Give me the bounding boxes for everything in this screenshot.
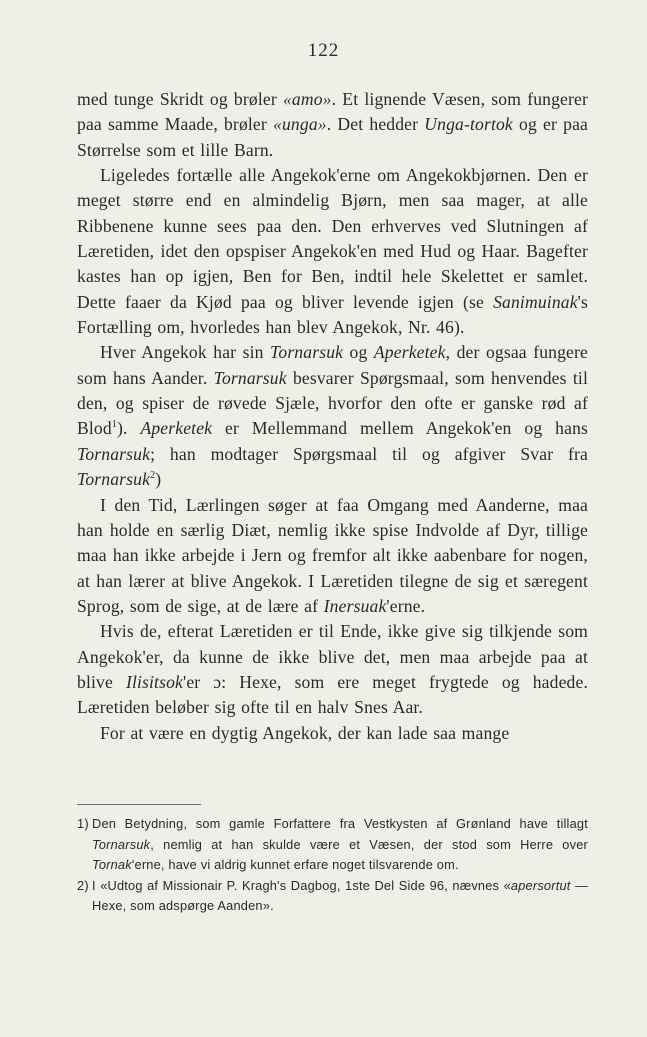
italic-term: Tornarsuk bbox=[92, 836, 151, 852]
italic-term: apersortut bbox=[510, 877, 571, 893]
text-run: og er paa Størrelse som et lille Barn. bbox=[77, 114, 589, 160]
footnote-marker: 2) bbox=[77, 877, 89, 893]
text-run: ). bbox=[116, 418, 141, 439]
footnote bbox=[77, 814, 588, 876]
footnote-marker: 1) bbox=[77, 816, 89, 831]
italic-term: «amo» bbox=[282, 89, 332, 109]
text-run: er Mellemmand mellem Angekok'en og hans bbox=[212, 418, 589, 439]
page-number: 122 bbox=[307, 40, 340, 61]
text-run: og bbox=[343, 342, 374, 363]
italic-term: Unga-tortok bbox=[424, 114, 513, 135]
italic-term: Tornak bbox=[92, 857, 132, 872]
text-run: 'er ɔ: Hexe, som ere meget frygtede og hadede. Læretiden beløber sig ofte til en halv Snes Aar. bbox=[77, 671, 588, 718]
text-run: Hver Angekok har sin bbox=[100, 342, 271, 363]
main-text bbox=[77, 87, 588, 746]
footnotes bbox=[77, 814, 588, 917]
text-run: 'erne, have vi aldrig kunnet erfare noget tilsvarende om. bbox=[131, 857, 459, 872]
text-run: I «Udtog af Missionair P. Kragh's Dagbog, 1ste Del Side 96, nævnes « bbox=[92, 877, 511, 893]
paragraph bbox=[77, 87, 588, 163]
paragraph bbox=[77, 340, 588, 492]
italic-term: Aperketek bbox=[373, 342, 446, 363]
text-run: — Hexe, som adspørge Aanden». bbox=[92, 877, 588, 913]
text-run: , nemlig at han skulde være et Væsen, der stod som Herre over bbox=[150, 836, 588, 852]
text-run: 'erne. bbox=[386, 595, 426, 616]
footnote-text bbox=[92, 878, 588, 914]
footnote-reference: 1 bbox=[111, 419, 117, 431]
text-run: . Det hedder bbox=[326, 114, 425, 135]
text-run: ; han modtager Spørgsmaal til og afgiver Svar fra bbox=[150, 443, 588, 464]
text-run: , der ogsaa fungere som hans Aander. bbox=[77, 342, 588, 388]
text-run: I den Tid, Lærlingen søger at faa Omgang med Aanderne, maa han holde en særlig Diæt, nemlig ikke spise Indvolde af Dyr, tillige maa han ikke arbejde i Jern og fremfor alt ikke aabenbare for nogen, at han lærer at blive Angekok. I Læretiden tilegne de sig et særegent Sprog, som de sige, at de lære af bbox=[77, 494, 588, 616]
italic-term: Tornarsuk bbox=[270, 342, 344, 363]
footnote bbox=[77, 876, 588, 917]
paragraph bbox=[77, 163, 588, 340]
italic-term: Inersuak bbox=[323, 595, 387, 616]
text-run: 's Fortælling om, hvorledes han blev Angekok, Nr. 46). bbox=[77, 291, 588, 338]
text-run: Ligeledes fortælle alle Angekok'erne om Angekokbjørnen. Den er meget større end en almindelig Bjørn, men saa mager, at alle Ribbenene kunne sees paa den. Den erhverves ved Slutningen af Læretiden, idet den opspiser Angekok'en med Hud og Haar. Bagefter kastes han op igjen, Ben for Ben, indtil hele Skelettet er samlet. Dette faaer da Kjød paa og bliver levende igjen (se bbox=[77, 165, 588, 312]
italic-term: Tornarsuk bbox=[77, 443, 151, 464]
paragraph bbox=[77, 493, 588, 620]
italic-term: «unga» bbox=[273, 114, 327, 135]
text-run: . Et lignende Væsen, som fungerer paa samme Maade, brøler bbox=[77, 89, 588, 135]
footnote-reference: 2 bbox=[150, 470, 156, 482]
footnote-divider bbox=[77, 804, 201, 805]
paragraph bbox=[77, 619, 588, 720]
text-run: Hvis de, efterat Læretiden er til Ende, ikke give sig tilkjende som Angekok'er, da kunne de ikke blive det, men maa arbejde paa at blive bbox=[77, 621, 588, 692]
italic-term: Tornarsuk bbox=[77, 469, 151, 490]
italic-term: Ilisitsok bbox=[125, 671, 183, 692]
text-run: For at være en dygtig Angekok, der kan lade saa mange bbox=[100, 722, 510, 743]
italic-term: Aperketek bbox=[140, 418, 213, 439]
footnote-text bbox=[92, 816, 588, 872]
text-run: med tunge Skridt og brøler bbox=[77, 89, 283, 109]
text-run: besvarer Spørgsmaal, som henvendes til den, og spiser de røvede Sjæle, hvorfor den ofte er ganske rød af Blod bbox=[77, 367, 588, 439]
text-run: Den Betydning, som gamle Forfattere fra Vestkysten af Grønland have tillagt bbox=[92, 816, 588, 831]
paragraph bbox=[77, 721, 588, 746]
italic-term: Tornarsuk bbox=[213, 367, 287, 388]
italic-term: Sanimuinak bbox=[493, 291, 578, 312]
text-run: ) bbox=[155, 469, 162, 490]
